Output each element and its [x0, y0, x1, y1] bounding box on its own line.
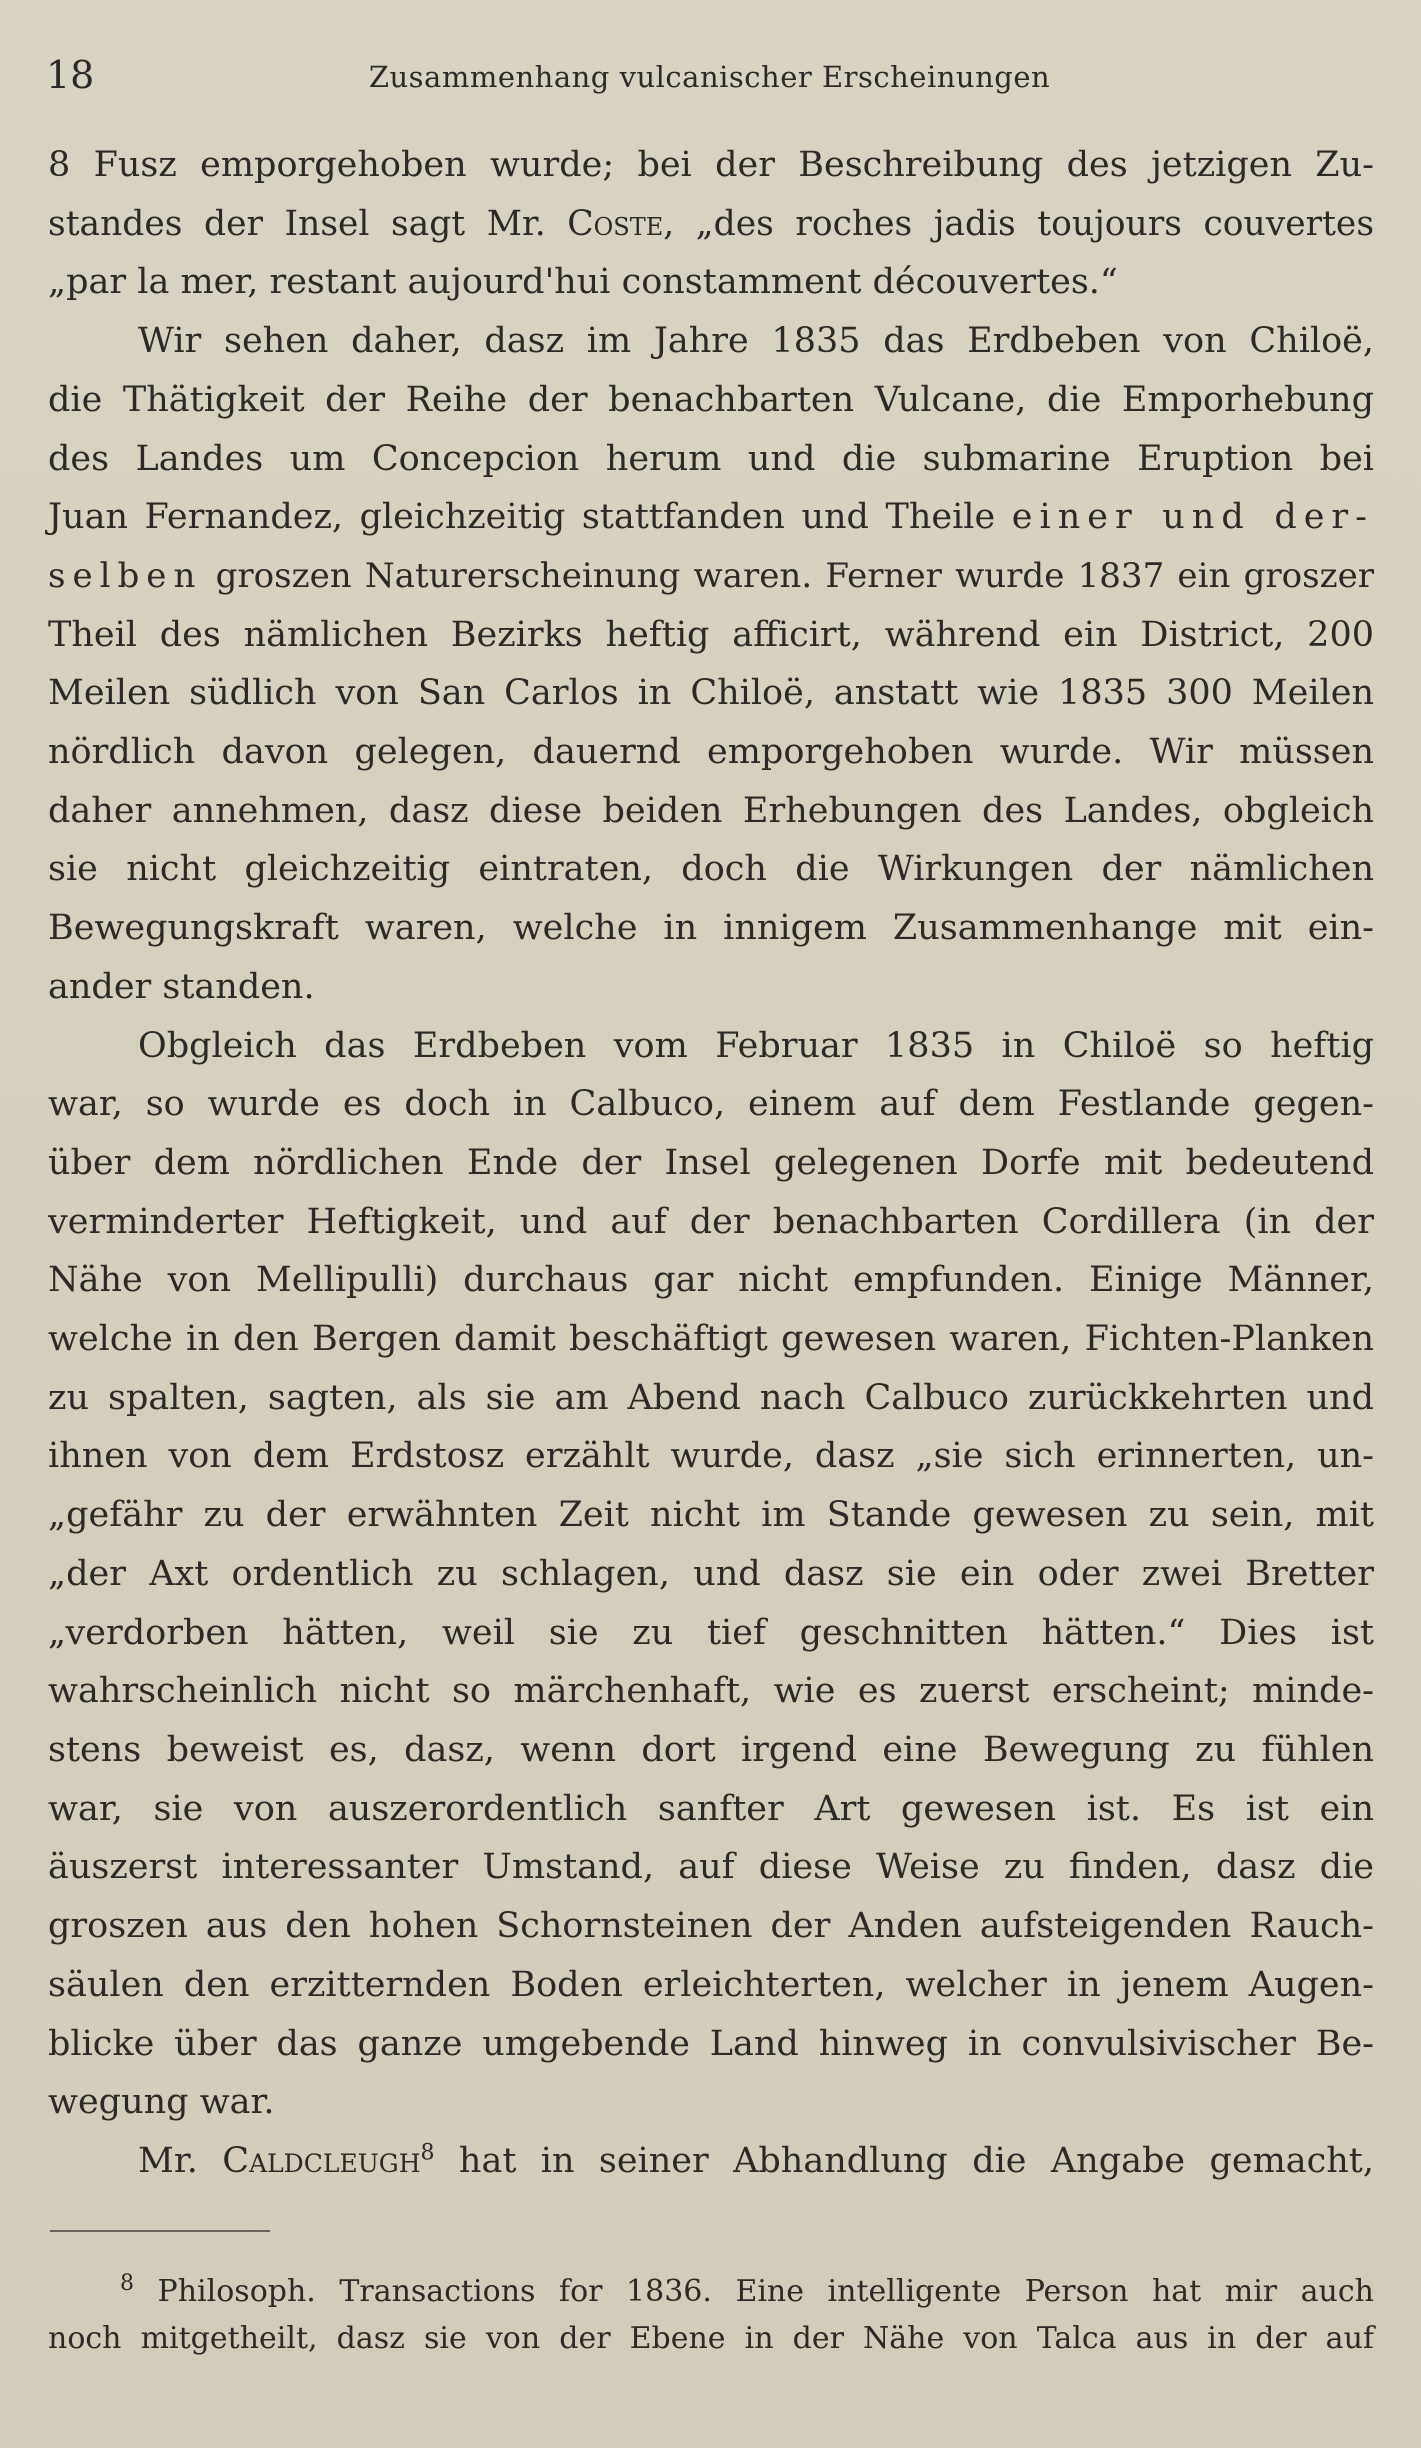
text-line: verminderter Heftigkeit, und auf der benachbarten Cordillera (in der [48, 1201, 1374, 1242]
text-line: äuszerst interessanter Umstand, auf diese Weise zu finden, dasz die [48, 1847, 1374, 1888]
footnote-reference: 8 [420, 2140, 435, 2166]
text-run: hat in seiner Abhandlung die Angabe gemacht, [434, 2140, 1374, 2181]
page-number: 18 [46, 53, 95, 97]
text-run: Philosoph. Transactions for 1836. Eine intelligente Person hat mir auch [134, 2274, 1374, 2309]
author-name-caldcleugh: Caldcleugh [222, 2140, 421, 2181]
main-text [48, 136, 1374, 2191]
text-line: „der Axt ordentlich zu schlagen, und dasz sie ein oder zwei Bretter [48, 1553, 1374, 1594]
paragraph-1 [48, 136, 1374, 312]
text-line: welche in den Bergen damit beschäftigt gewesen waren, Fichten-Planken [48, 1319, 1374, 1360]
text-line: blicke über das ganze umgebende Land hinweg in convulsivischer Be- [48, 2023, 1374, 2064]
text-line: ander standen. [48, 966, 315, 1007]
text-line [48, 547, 1374, 606]
text-run: Juan Fernandez, gleichzeitig stattfanden und Theile [48, 497, 1012, 538]
text-line: säulen den erzitternden Boden erleichterten, welcher in jenem Augen- [48, 1964, 1374, 2005]
text-line: wegung war. [48, 2082, 275, 2123]
text-line: nördlich davon gelegen, dauernd emporgehoben wurde. Wir müssen [48, 732, 1374, 773]
author-name-coste: Coste [567, 203, 664, 244]
text-line: war, so wurde es doch in Calbuco, einem auf dem Festlande gegen- [48, 1084, 1374, 1125]
text-line: zu spalten, sagten, als sie am Abend nach Calbuco zurückkehrten und [48, 1377, 1374, 1418]
footnote-divider [50, 2230, 270, 2232]
text-run: standes der Insel sagt Mr. [48, 203, 568, 244]
footnote-marker: 8 [120, 2271, 134, 2296]
text-run: , „des roches jadis toujours couvertes [663, 203, 1375, 244]
text-line: über dem nördlichen Ende der Insel gelegenen Dorfe mit bedeutend [48, 1142, 1374, 1183]
text-line [48, 2132, 1374, 2191]
text-line [48, 488, 1374, 547]
paragraph-4 [48, 2132, 1374, 2191]
text-line: ihnen von dem Erdstosz erzählt wurde, dasz „sie sich erinnerten, un- [48, 1436, 1374, 1477]
footnote-line: noch mitgetheilt, dasz sie von der Ebene in der Nähe von Talca aus in der auf [48, 2321, 1374, 2356]
text-line [48, 195, 1374, 254]
text-run: groszen Naturerscheinung waren. Ferner wurde 1837 ein groszer [202, 555, 1374, 596]
text-line: die Thätigkeit der Reihe der benachbarten Vulcane, die Emporhebung [48, 379, 1374, 420]
text-line: stens beweist es, dasz, wenn dort irgend eine Bewegung zu fühlen [48, 1729, 1374, 1770]
paragraph-2 [48, 312, 1374, 1016]
text-line: war, sie von auszerordentlich sanfter Art gewesen ist. Es ist ein [48, 1788, 1374, 1829]
text-line: „gefähr zu der erwähnten Zeit nicht im Stande gewesen zu sein, mit [48, 1495, 1374, 1536]
footnote [48, 2268, 1374, 2362]
running-head [46, 50, 1373, 100]
text-line: Wir sehen daher, dasz im Jahre 1835 das Erdbeben von Chiloë, [138, 321, 1374, 362]
paragraph-3 [48, 1017, 1374, 2132]
footnote-line [48, 2268, 1374, 2315]
text-line: sie nicht gleichzeitig eintraten, doch die Wirkungen der nämlichen [48, 849, 1374, 890]
text-run: Mr. [138, 2140, 223, 2181]
running-head-title: Zusammenhang vulcanischer Erscheinungen [368, 60, 1051, 94]
text-line: „verdorben hätten, weil sie zu tief geschnitten hätten.“ Dies ist [48, 1612, 1374, 1653]
text-line: groszen aus den hohen Schornsteinen der Anden aufsteigenden Rauch- [48, 1906, 1374, 1947]
text-line: Meilen südlich von San Carlos in Chiloë, anstatt wie 1835 300 Meilen [48, 673, 1374, 714]
text-line: 8 Fusz emporgehoben wurde; bei der Beschreibung des jetzigen Zu- [48, 145, 1374, 185]
text-line: wahrscheinlich nicht so märchenhaft, wie es zuerst erscheint; minde- [48, 1671, 1374, 1712]
text-line: Obgleich das Erdbeben vom Februar 1835 in Chiloë so heftig [138, 1025, 1374, 1066]
text-line: des Landes um Concepcion herum und die submarine Eruption bei [48, 438, 1374, 479]
text-line: Theil des nämlichen Bezirks heftig afficirt, während ein District, 200 [48, 614, 1374, 655]
emphasis-spaced: einer und der- [1011, 497, 1374, 538]
text-line: Bewegungskraft waren, welche in innigem Zusammenhange mit ein- [48, 908, 1374, 949]
emphasis-spaced: selben [48, 555, 203, 596]
text-line: Nähe von Mellipulli) durchaus gar nicht empfunden. Einige Männer, [48, 1260, 1374, 1301]
text-line: daher annehmen, dasz diese beiden Erhebungen des Landes, obgleich [48, 790, 1374, 831]
text-line: „par la mer, restant aujourd'hui constamment découvertes.“ [48, 262, 1118, 303]
